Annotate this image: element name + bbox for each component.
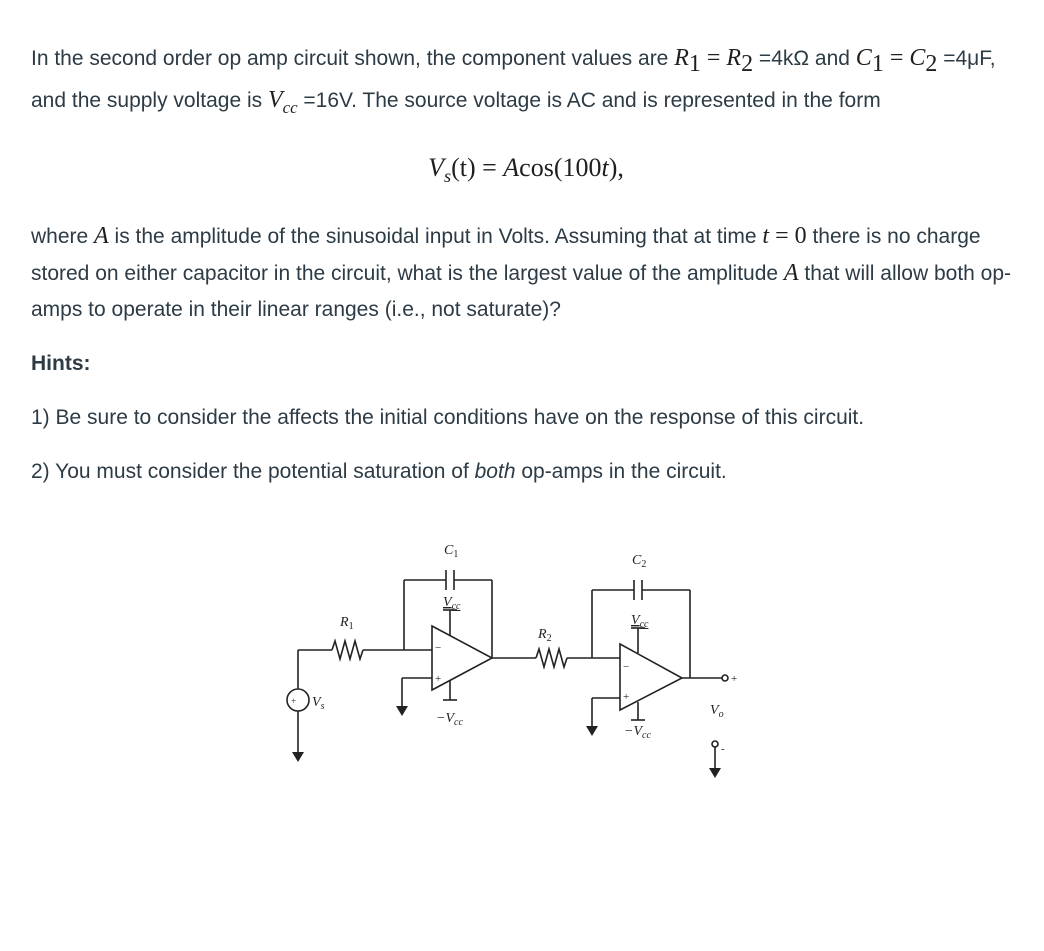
text-run: . The source voltage is AC and is represented in the form — [351, 88, 881, 112]
emphasis: both — [474, 459, 516, 483]
ground-arrow — [292, 752, 304, 762]
opamp2-minus: − — [623, 661, 630, 673]
c1-symbol: $C_1$ — [855, 45, 884, 77]
amplitude-symbol: A — [783, 259, 799, 286]
problem-paragraph-2 — [31, 218, 1021, 328]
nvcc2-label: $-V_{cc}$ — [624, 724, 651, 741]
problem-paragraph-1 — [31, 40, 1021, 126]
c2-label: $C_2$ — [632, 553, 647, 570]
hint-2 — [31, 454, 1021, 490]
output-plus-sign: + — [731, 673, 738, 685]
vs-symbol: $V_s$ — [428, 152, 452, 186]
circuit-diagram — [270, 530, 740, 780]
source-plus-sign: + — [291, 696, 297, 706]
opamp1-plus: + — [435, 673, 442, 685]
vcc-symbol: $V_{cc}$ — [268, 86, 298, 117]
time-symbol: t — [601, 152, 609, 182]
output-terminal-plus — [722, 675, 728, 681]
equation-close: ), — [608, 152, 624, 182]
text-run: is the amplitude of the sinusoidal input in Volts. Assuming that at time — [108, 224, 763, 248]
c1-label: $C_1$ — [444, 543, 459, 560]
text-run: that will allow both op-amps to operate in their linear ranges (i.e., not saturate)? — [31, 261, 1012, 321]
output-terminal-minus — [712, 741, 718, 747]
nvcc1-label: $-V_{cc}$ — [436, 711, 463, 728]
output-minus-sign: - — [721, 743, 725, 755]
c2-symbol: $C_2$ — [909, 45, 938, 77]
hints-title: Hints: — [31, 351, 91, 375]
source-equation — [31, 148, 1021, 196]
time-symbol: t — [762, 222, 770, 249]
amplitude-symbol: A — [94, 222, 109, 249]
cos-term: cos(100 — [519, 152, 602, 182]
ground-arrow — [396, 706, 408, 716]
amplitude-symbol: A — [503, 152, 520, 182]
equals-sign: = — [883, 45, 910, 71]
opamp1-minus: − — [435, 642, 442, 654]
r1-label: $R_1$ — [340, 615, 354, 632]
vcc2-label: $V_{cc}$ — [631, 613, 649, 630]
text-run: , and the supply voltage is — [31, 47, 996, 112]
opamp2-plus: + — [623, 691, 630, 703]
hint-1: 1) Be sure to consider the affects the initial conditions have on the response of this circuit. — [31, 405, 865, 429]
r2-label: $R_2$ — [538, 627, 552, 644]
time-zero: = 0 — [769, 222, 807, 249]
text-run: there is no charge stored on either capacitor in the circuit, what is the largest value of the amplitude — [31, 224, 981, 285]
r1-symbol: $R_1$ — [674, 45, 701, 77]
resistor-r2 — [536, 649, 567, 667]
vs-label: $V_s$ — [312, 695, 325, 712]
capacitor-value: =4μF — [937, 47, 990, 70]
text-run: where — [31, 224, 95, 248]
equals-sign: = — [700, 45, 727, 71]
text-run: 2) You must consider the potential saturation of — [31, 459, 475, 483]
resistor-value: =4kΩ — [753, 47, 810, 70]
equation-arg: (t) — [451, 152, 476, 182]
resistor-r1 — [332, 641, 363, 659]
r2-symbol: $R_2$ — [726, 45, 754, 77]
vo-label: $V_o$ — [710, 703, 724, 720]
text-run: and — [809, 47, 856, 70]
ground-arrow — [709, 768, 721, 778]
opamp-2 — [620, 644, 682, 710]
problem-content — [31, 40, 1021, 490]
ground-arrow — [586, 726, 598, 736]
supply-value: =16V — [297, 88, 352, 112]
vcc1-label: $V_{cc}$ — [443, 595, 461, 612]
equals-sign: = — [475, 152, 504, 182]
text-run: In the second order op amp circuit shown, the component values are — [31, 47, 675, 70]
text-run: op-amps in the circuit. — [515, 459, 727, 483]
